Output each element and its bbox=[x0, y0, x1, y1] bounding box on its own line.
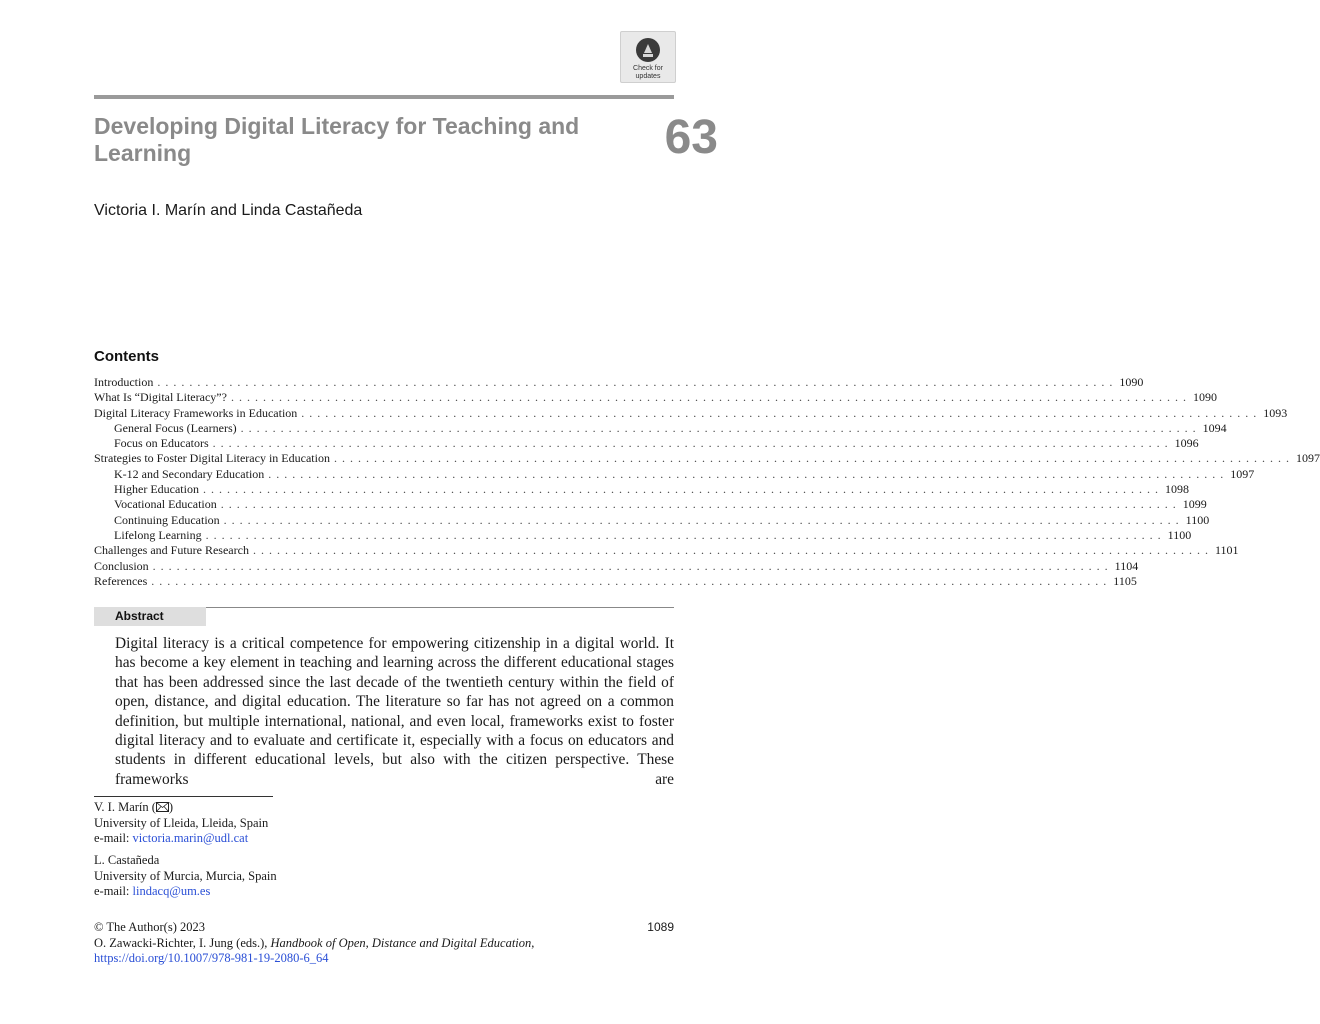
book-title: Handbook of Open, Distance and Digital Education bbox=[270, 935, 532, 950]
doi-link[interactable]: https://doi.org/10.1007/978-981-19-2080-6_64 bbox=[94, 951, 329, 966]
affiliation-institution: University of Murcia, Murcia, Spain bbox=[94, 868, 277, 883]
toc-entry-label: Introduction bbox=[94, 375, 154, 389]
badge-text-line2: updates bbox=[635, 73, 661, 80]
toc-entry-label: Conclusion bbox=[94, 558, 149, 573]
toc-entry[interactable] bbox=[94, 436, 1199, 451]
contents-heading: Contents bbox=[94, 348, 159, 365]
toc-leader-dots: . . . . . . . . . . . . . . . . . . . . . . . . . . . . . . . . . . . . . . . . . . . . . . . . . . . . . . . . . . . . . . . . . . . . . . . . . . . . . . . . . . . . . . . . . . . . . . . . . . . . . . . . . . . . . . . . . . . . . . . . bbox=[268, 466, 1225, 481]
toc-leader-dots: . . . . . . . . . . . . . . . . . . . . . . . . . . . . . . . . . . . . . . . . . . . . . . . . . . . . . . . . . . . . . . . . . . . . . . . . . . . . . . . . . . . . . . . . . . . . . . . . . . . . . . . . . . . . . . . . . . . . . . . . bbox=[223, 512, 1180, 527]
toc-entry-label: References bbox=[94, 573, 148, 588]
toc-entry[interactable] bbox=[94, 543, 1239, 558]
toc-entry-label: General Focus (Learners) bbox=[114, 420, 237, 435]
toc-entry-label: Higher Education bbox=[114, 482, 199, 497]
affiliation-name: V. I. Marín ( ) bbox=[94, 800, 174, 814]
toc-entry-page: 1104 bbox=[1114, 558, 1139, 573]
check-for-updates-icon bbox=[634, 36, 662, 64]
toc-entry[interactable] bbox=[94, 497, 1207, 512]
toc-leader-dots: . . . . . . . . . . . . . . . . . . . . . . . . . . . . . . . . . . . . . . . . . . . . . . . . . . . . . . . . . . . . . . . . . . . . . . . . . . . . . . . . . . . . . . . . . . . . . . . . . . . . . . . . . . . . . . . . . . . . . . . . bbox=[301, 405, 1258, 420]
abstract-label: Abstract bbox=[94, 607, 206, 626]
toc-entry-label: Focus on Educators bbox=[114, 436, 209, 451]
toc-entry-label: What Is “Digital Literacy”? bbox=[94, 390, 227, 405]
toc-leader-dots: . . . . . . . . . . . . . . . . . . . . . . . . . . . . . . . . . . . . . . . . . . . . . . . . . . . . . . . . . . . . . . . . . . . . . . . . . . . . . . . . . . . . . . . . . . . . . . . . . . . . . . . . . . . . . . . . . . . . . . . . bbox=[202, 482, 1159, 497]
toc-leader-dots: . . . . . . . . . . . . . . . . . . . . . . . . . . . . . . . . . . . . . . . . . . . . . . . . . . . . . . . . . . . . . . . . . . . . . . . . . . . . . . . . . . . . . . . . . . . . . . . . . . . . . . . . . . . . . . . . . . . . . . . . bbox=[230, 390, 1187, 405]
toc-leader-dots: . . . . . . . . . . . . . . . . . . . . . . . . . . . . . . . . . . . . . . . . . . . . . . . . . . . . . . . . . . . . . . . . . . . . . . . . . . . . . . . . . . . . . . . . . . . . . . . . . . . . . . . . . . . . . . . . . . . . . . . . bbox=[152, 558, 1109, 573]
toc-entry[interactable] bbox=[94, 420, 1227, 436]
email-link-marin[interactable]: victoria.marin@udl.cat bbox=[132, 831, 249, 846]
toc-leader-dots: . . . . . . . . . . . . . . . . . . . . . . . . . . . . . . . . . . . . . . . . . . . . . . . . . . . . . . . . . . . . . . . . . . . . . . . . . . . . . . . . . . . . . . . . . . . . . . . . . . . . . . . . . . . . . . . . . . . . . . . . bbox=[151, 573, 1108, 588]
toc-entry[interactable] bbox=[94, 390, 1217, 405]
chapter-title: Developing Digital Literacy for Teaching and Learning bbox=[94, 113, 580, 166]
affiliation-castaneda bbox=[94, 853, 394, 900]
toc-entry-page: 1101 bbox=[1214, 543, 1239, 558]
toc-entry-label: Continuing Education bbox=[114, 512, 220, 527]
copyright: © The Author(s) 2023 bbox=[94, 920, 205, 934]
affiliation-email-line: e-mail: lindacq@um.es bbox=[94, 884, 211, 899]
affiliation-name: L. Castañeda bbox=[94, 853, 160, 867]
toc-entry-label: Vocational Education bbox=[114, 497, 217, 512]
affiliation-email-line: e-mail: victoria.marin@udl.cat bbox=[94, 831, 249, 846]
toc-entry-page: 1097 bbox=[1295, 451, 1320, 466]
toc-entry-page: 1105 bbox=[1113, 573, 1137, 588]
toc-leader-dots: . . . . . . . . . . . . . . . . . . . . . . . . . . . . . . . . . . . . . . . . . . . . . . . . . . . . . . . . . . . . . . . . . . . . . . . . . . . . . . . . . . . . . . . . . . . . . . . . . . . . . . . . . . . . . . . . . . . . . . . . bbox=[333, 451, 1290, 466]
table-of-contents bbox=[94, 375, 1320, 589]
email-link-castaneda[interactable]: lindacq@um.es bbox=[132, 884, 211, 899]
toc-entry-page: 1096 bbox=[1174, 436, 1199, 451]
toc-entry[interactable] bbox=[94, 466, 1255, 482]
toc-entry-page: 1100 bbox=[1167, 527, 1192, 542]
toc-entry[interactable] bbox=[94, 375, 1144, 390]
book-citation: O. Zawacki-Richter, I. Jung (eds.), Handbook of Open, Distance and Digital Education, bbox=[94, 935, 535, 950]
envelope-icon bbox=[156, 802, 169, 812]
citation-footer bbox=[94, 920, 654, 967]
toc-leader-dots: . . . . . . . . . . . . . . . . . . . . . . . . . . . . . . . . . . . . . . . . . . . . . . . . . . . . . . . . . . . . . . . . . . . . . . . . . . . . . . . . . . . . . . . . . . . . . . . . . . . . . . . . . . . . . . . . . . . . . . . . bbox=[157, 375, 1114, 389]
toc-entry[interactable] bbox=[94, 573, 1137, 589]
page-number: 1089 bbox=[647, 920, 674, 934]
toc-leader-dots: . . . . . . . . . . . . . . . . . . . . . . . . . . . . . . . . . . . . . . . . . . . . . . . . . . . . . . . . . . . . . . . . . . . . . . . . . . . . . . . . . . . . . . . . . . . . . . . . . . . . . . . . . . . . . . . . . . . . . . . . bbox=[240, 420, 1197, 435]
header-rule bbox=[94, 95, 674, 99]
affiliation-marin bbox=[94, 800, 394, 847]
toc-leader-dots: . . . . . . . . . . . . . . . . . . . . . . . . . . . . . . . . . . . . . . . . . . . . . . . . . . . . . . . . . . . . . . . . . . . . . . . . . . . . . . . . . . . . . . . . . . . . . . . . . . . . . . . . . . . . . . . . . . . . . . . . bbox=[205, 527, 1162, 542]
toc-entry[interactable] bbox=[94, 405, 1288, 421]
toc-entry-page: 1098 bbox=[1164, 482, 1189, 497]
chapter-number: 63 bbox=[664, 111, 718, 164]
toc-entry-page: 1094 bbox=[1202, 420, 1227, 435]
toc-entry-page: 1100 bbox=[1185, 512, 1210, 527]
footnote-rule bbox=[94, 796, 273, 797]
check-for-updates-badge[interactable] bbox=[620, 31, 676, 83]
toc-entry[interactable] bbox=[94, 527, 1192, 543]
chapter-authors: Victoria I. Marín and Linda Castañeda bbox=[94, 202, 363, 219]
toc-entry-label: K-12 and Secondary Education bbox=[114, 466, 265, 481]
affiliation-institution: University of Lleida, Lleida, Spain bbox=[94, 815, 269, 830]
toc-leader-dots: . . . . . . . . . . . . . . . . . . . . . . . . . . . . . . . . . . . . . . . . . . . . . . . . . . . . . . . . . . . . . . . . . . . . . . . . . . . . . . . . . . . . . . . . . . . . . . . . . . . . . . . . . . . . . . . . . . . . . . . . bbox=[220, 497, 1177, 512]
toc-entry-page: 1090 bbox=[1119, 375, 1144, 389]
toc-entry[interactable] bbox=[94, 482, 1189, 497]
toc-entry-label: Challenges and Future Research bbox=[94, 543, 249, 558]
toc-entry-page: 1093 bbox=[1263, 405, 1288, 420]
toc-entry[interactable] bbox=[94, 558, 1139, 574]
toc-entry[interactable] bbox=[94, 451, 1320, 466]
toc-entry-page: 1090 bbox=[1192, 390, 1217, 405]
badge-text-line1: Check for bbox=[633, 65, 663, 72]
toc-entry[interactable] bbox=[94, 512, 1210, 528]
toc-entry-page: 1097 bbox=[1230, 466, 1255, 481]
toc-leader-dots: . . . . . . . . . . . . . . . . . . . . . . . . . . . . . . . . . . . . . . . . . . . . . . . . . . . . . . . . . . . . . . . . . . . . . . . . . . . . . . . . . . . . . . . . . . . . . . . . . . . . . . . . . . . . . . . . . . . . . . . . bbox=[212, 436, 1169, 451]
toc-leader-dots: . . . . . . . . . . . . . . . . . . . . . . . . . . . . . . . . . . . . . . . . . . . . . . . . . . . . . . . . . . . . . . . . . . . . . . . . . . . . . . . . . . . . . . . . . . . . . . . . . . . . . . . . . . . . . . . . . . . . . . . . bbox=[252, 543, 1209, 558]
toc-entry-label: Lifelong Learning bbox=[114, 527, 202, 542]
abstract-text: Digital literacy is a critical competence for empowering citizenship in a digital world. It has become a key element in teaching and learning across the different educational stages that has been addressed since the last decade of the twentieth century within the field of open, distance, and digital education. The literature so far has not agreed on a common definition, but multiple international, national, and even local, frameworks exist to foster digital literacy and to evaluate and certificate it, especially with a focus on educators and students in different educational levels, but also with the citizen perspective. These frameworks are bbox=[115, 635, 674, 788]
toc-entry-label: Strategies to Foster Digital Literacy in Education bbox=[94, 451, 330, 466]
toc-entry-page: 1099 bbox=[1182, 497, 1207, 512]
toc-entry-label: Digital Literacy Frameworks in Education bbox=[94, 405, 298, 420]
